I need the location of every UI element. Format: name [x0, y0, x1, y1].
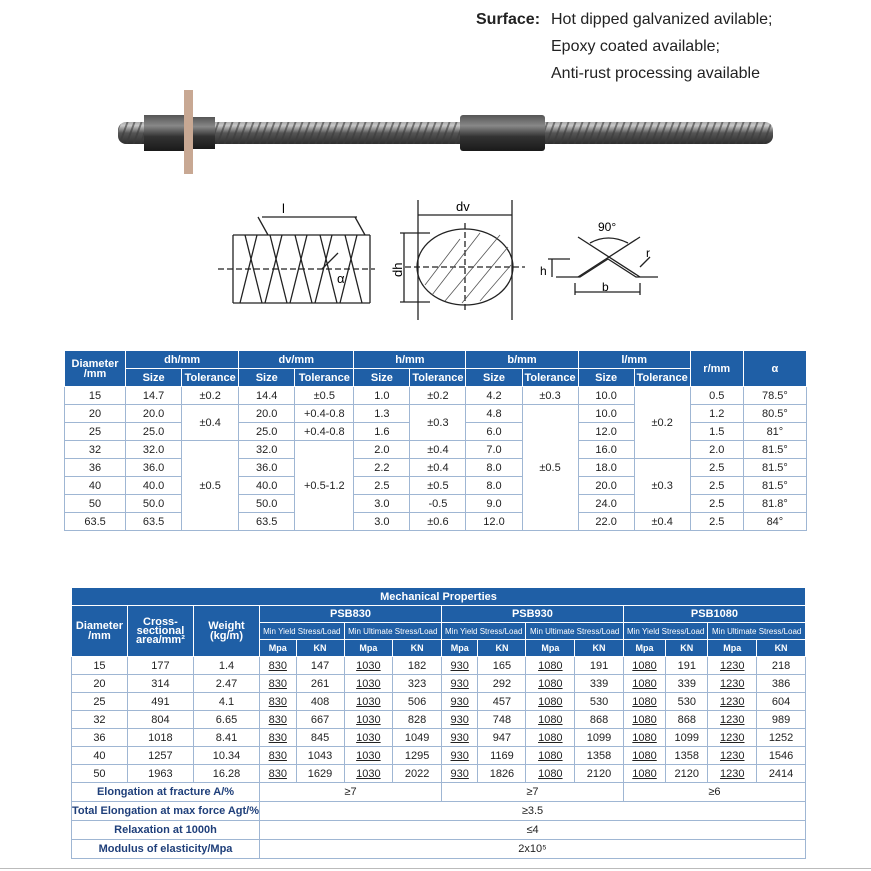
table-row: [72, 747, 806, 765]
table-cell: 386: [757, 675, 806, 693]
surface-line-1: Hot dipped galvanized avilable;: [551, 11, 773, 28]
table-cell: 830: [260, 711, 296, 729]
hdr-diameter: Diameter /mm: [65, 351, 126, 387]
table-cell: 323: [393, 675, 442, 693]
table-cell: 830: [260, 765, 296, 783]
table-cell: 930: [441, 729, 477, 747]
table-cell: 830: [260, 747, 296, 765]
table-cell: 1257: [127, 747, 193, 765]
table-row: [72, 657, 806, 675]
table-cell: 408: [296, 693, 344, 711]
table-cell: 339: [575, 675, 624, 693]
table-cell: 828: [393, 711, 442, 729]
hdr-h: h/mm: [354, 351, 466, 369]
table-row: 20 20.0 ±0.4 20.0 +0.4-0.8 1.3 ±0.3 4.8 ±0.5 10.0 1.2 80.5°: [65, 405, 807, 423]
table-cell: 530: [666, 693, 708, 711]
table-cell: 930: [441, 711, 477, 729]
table-cell: 1030: [344, 711, 393, 729]
table-cell: 165: [478, 657, 526, 675]
table-cell: 1080: [623, 765, 665, 783]
table-cell: 292: [478, 675, 526, 693]
label-angle: 90°: [598, 220, 617, 234]
thread-profile-diagram: [0, 195, 871, 335]
table-cell: 868: [666, 711, 708, 729]
table-cell: 1043: [296, 747, 344, 765]
table-cell: 1080: [526, 711, 575, 729]
table-cell: 506: [393, 693, 442, 711]
table-row: 63.5 63.5 63.5 3.0 ±0.6 12.0 22.0 ±0.4 2.5 84°: [65, 513, 807, 531]
table-cell: 947: [478, 729, 526, 747]
table-cell: 1358: [666, 747, 708, 765]
table-cell: 20: [72, 675, 128, 693]
table-cell: 1080: [526, 765, 575, 783]
table-cell: 1030: [344, 657, 393, 675]
table-cell: 667: [296, 711, 344, 729]
table-row: [72, 711, 806, 729]
table-cell: 930: [441, 675, 477, 693]
table-cell: 530: [575, 693, 624, 711]
table-cell: 1099: [575, 729, 624, 747]
table-cell: 2120: [575, 765, 624, 783]
table-cell: 1963: [127, 765, 193, 783]
table-cell: 1080: [623, 675, 665, 693]
table-cell: 40: [72, 747, 128, 765]
table-cell: 1629: [296, 765, 344, 783]
bottom-divider: [0, 868, 871, 869]
table-cell: 1080: [623, 711, 665, 729]
table-cell: 15: [72, 657, 128, 675]
table-cell: 1230: [708, 693, 757, 711]
table-cell: 261: [296, 675, 344, 693]
table-cell: 10.34: [193, 747, 259, 765]
table-cell: 830: [260, 693, 296, 711]
hdr-dv: dv/mm: [239, 351, 354, 369]
table-cell: 1080: [623, 693, 665, 711]
table-cell: 868: [575, 711, 624, 729]
table-cell: 1080: [526, 657, 575, 675]
table-cell: 1826: [478, 765, 526, 783]
table-cell: 1230: [708, 765, 757, 783]
table-cell: 1080: [526, 729, 575, 747]
table-cell: 191: [666, 657, 708, 675]
table-row: 50 50.0 50.0 3.0 -0.5 9.0 24.0 2.5 81.8°: [65, 495, 807, 513]
table-cell: 845: [296, 729, 344, 747]
table-cell: 930: [441, 657, 477, 675]
table-cell: 930: [441, 747, 477, 765]
threaded-bar-image: [0, 85, 871, 185]
table-cell: 1358: [575, 747, 624, 765]
table-cell: 1230: [708, 657, 757, 675]
table-cell: 2414: [757, 765, 806, 783]
table-row: 25 25.0 25.0 +0.4-0.8 1.6 6.0 12.0 1.5 81°: [65, 423, 807, 441]
label-h: h: [540, 264, 547, 278]
table-cell: 1295: [393, 747, 442, 765]
table-row: 40 40.0 40.0 2.5 ±0.5 8.0 20.0 2.5 81.5°: [65, 477, 807, 495]
table-cell: 1169: [478, 747, 526, 765]
table-cell: 25: [72, 693, 128, 711]
hdr-l: l/mm: [578, 351, 690, 369]
mech-title: Mechanical Properties: [72, 588, 806, 606]
mechanical-properties-table: Mechanical Properties Diameter /mm Cross- sectional area/mm² Weight (kg/m) PSB830 PSB930 PSB1080 Min Yield Stress/Load Min Ultimate Stress/Load Min Yield Stress/Load Min Ultimate Stress/Load Min Yield Stress/Load Min Ultimate Stress/Load Mpa KN Mpa KN Mpa KN Mpa KN Mpa KN Mpa KN 15 177 1.4 830 147 1030 182 930 165 1080 191 1080 191 1230 218 20 314 2.47 830 261 1030 323 930 292 1080 339 1080 339 1230 386 25 491 4.1 830 408 1030 506 930 457 1080 530 1080 530 1230 604 32 804 6.65 830 667 1030 828 930 748 1080 868 1080 868 1230 989 36 1018 8.41 830 845 1030 1049 930 947 1080 1099 1080 1099 1230 1252 40 1257 10.34 830 1043 1030 1295 930 1169 1080 1358 1080 1358 1230 1546 50 1963 16.28 830 1629 1030 2022 930 1826 1080 2120 1080 2120 1230 2414 Elongation at fracture A/% ≥7 ≥7 ≥6 Total Elongation at max force Agt/% ≥3.5 Relaxation at 1000h ≤4 Modulus of elasticity/Mpa 2x10⁵: [71, 587, 806, 859]
table-cell: 1230: [708, 675, 757, 693]
table-row: 32 32.0 ±0.5 32.0 +0.5-1.2 2.0 ±0.4 7.0 16.0 2.0 81.5°: [65, 441, 807, 459]
table-cell: 604: [757, 693, 806, 711]
table-cell: 1030: [344, 765, 393, 783]
table-cell: 1.4: [193, 657, 259, 675]
table-cell: 1030: [344, 693, 393, 711]
table-cell: 314: [127, 675, 193, 693]
hdr-r: r/mm: [690, 351, 743, 387]
table-cell: 1099: [666, 729, 708, 747]
table-cell: 989: [757, 711, 806, 729]
table-cell: 491: [127, 693, 193, 711]
table-cell: 1080: [526, 693, 575, 711]
table-cell: 1546: [757, 747, 806, 765]
table-cell: 1230: [708, 729, 757, 747]
table-cell: 1080: [623, 657, 665, 675]
table-cell: 2120: [666, 765, 708, 783]
table-cell: 339: [666, 675, 708, 693]
table-cell: 1230: [708, 747, 757, 765]
surface-label: Surface:: [476, 11, 541, 28]
table-row: [72, 693, 806, 711]
label-alpha: α: [337, 271, 345, 286]
table-row: [72, 675, 806, 693]
table-cell: 182: [393, 657, 442, 675]
table-row: [72, 729, 806, 747]
hdr-alpha: α: [743, 351, 806, 387]
table-cell: 218: [757, 657, 806, 675]
label-b: b: [602, 280, 609, 294]
table-cell: 748: [478, 711, 526, 729]
table-cell: 191: [575, 657, 624, 675]
table-cell: 2.47: [193, 675, 259, 693]
table-cell: 1080: [526, 747, 575, 765]
table-cell: 6.65: [193, 711, 259, 729]
table-cell: 830: [260, 657, 296, 675]
table-cell: 1049: [393, 729, 442, 747]
label-r: r: [646, 246, 650, 260]
table-cell: 16.28: [193, 765, 259, 783]
hdr-dh: dh/mm: [126, 351, 239, 369]
table-cell: 830: [260, 675, 296, 693]
table-cell: 930: [441, 693, 477, 711]
hdr-b: b/mm: [466, 351, 578, 369]
dimensions-table: Diameter /mm dh/mm dv/mm h/mm b/mm l/mm r/mm α Size Tolerance Size Tolerance Size Tolerance Size Tolerance Size Tolerance 15 14.7 ±0.2 14.4 ±0.5 1.0 ±0.2 4.2 ±0.3 10.0 ±0.2 0.5 78.5° 20 20.0 ±0.4 20.0 +0.4-0.8 1.3 ±0.3 4.8 ±0.5 10.0 1.2 80.5° 25 25.0 25.0 +0.4-0.8 1.6 6.0 12.0 1.5 81° 32 32.0 ±0.5 32.0 +0.5-1.2 2.0 ±0.4 7.0 16.0 2.0 81.5° 36 36.0 36.0 2.2 ±0.4 8.0 18.0 ±0.3 2.5 81.5° 40 40.0 40.0 2.5 ±0.5 8.0 20.0 2.5 81.5° 50 50.0 50.0 3.0 -0.5 9.0 24.0 2.5 81.8° 63.5 63.5 63.5 3.0 ±0.6 12.0 22.0 ±0.4 2.5 84°: [64, 350, 807, 531]
table-cell: 830: [260, 729, 296, 747]
table-cell: 1080: [623, 747, 665, 765]
table-cell: 36: [72, 729, 128, 747]
table-cell: 1030: [344, 747, 393, 765]
table-cell: 1252: [757, 729, 806, 747]
table-cell: 1080: [623, 729, 665, 747]
table-cell: 1080: [526, 675, 575, 693]
table-cell: 50: [72, 765, 128, 783]
label-dv: dv: [456, 199, 470, 214]
table-cell: 8.41: [193, 729, 259, 747]
table-cell: 177: [127, 657, 193, 675]
table-row: 15 14.7 ±0.2 14.4 ±0.5 1.0 ±0.2 4.2 ±0.3 10.0 ±0.2 0.5 78.5°: [65, 387, 807, 405]
table-cell: 1230: [708, 711, 757, 729]
surface-line-3: Anti-rust processing available: [551, 65, 760, 82]
table-cell: 1030: [344, 729, 393, 747]
table-row: [72, 765, 806, 783]
table-row: 36 36.0 36.0 2.2 ±0.4 8.0 18.0 ±0.3 2.5 81.5°: [65, 459, 807, 477]
table-cell: 1018: [127, 729, 193, 747]
table-cell: 147: [296, 657, 344, 675]
table-cell: 930: [441, 765, 477, 783]
table-cell: 2022: [393, 765, 442, 783]
label-l: l: [282, 201, 285, 216]
table-cell: 457: [478, 693, 526, 711]
surface-line-2: Epoxy coated available;: [551, 38, 720, 55]
table-cell: 32: [72, 711, 128, 729]
table-cell: 1030: [344, 675, 393, 693]
table-cell: 804: [127, 711, 193, 729]
label-dh: dh: [390, 262, 405, 277]
table-cell: 4.1: [193, 693, 259, 711]
